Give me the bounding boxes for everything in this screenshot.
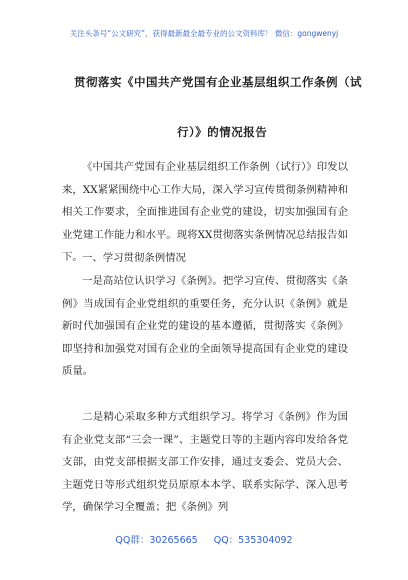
section-heading-text: 一、学习贯彻条例情况 — [82, 252, 186, 264]
paragraph-point-1 — [62, 270, 348, 383]
paragraph-intro-text: 《中国共产党国有企业基层组织工作条例（试行）》印发以来，XX紧紧围绕中心工作大局，深入学习宣传贯彻条例精神和相关工作要求，全面推进国有企业党的建设，切实加强国有企业党建工作能力和水平。现将XX贯彻落实条例情况总结报告如下。 — [62, 161, 348, 264]
paragraph-point-2-text: 二是精心采取多种方式组织学习。将学习《条例》作为国有企业党支部“三会一课”、主题党日等的主题内容印发给各党支部，由党支部根据支部工作安排，通过支委会、党员大会、主题党日等形式组织党员原原本本学、联系实际学、深入思考学，确保学习全覆盖；把《条例》列 — [62, 411, 348, 514]
paragraph-point-2 — [62, 406, 348, 519]
document-title-line-2: 行）》的情况报告 — [177, 125, 268, 139]
header-notice: 关注头条号“公文研究”，获得最新最全最专业的公文资料库！ 微信：gongwenyj — [69, 29, 339, 38]
document-title-line-1: 贯彻落实《中国共产党国有企业基层组织工作条例（试 — [74, 75, 362, 89]
footer-qq: QQ：535304092 — [213, 535, 293, 546]
section-heading — [62, 247, 348, 270]
paragraph-point-1-text: 一是高站位认识学习《条例》。把学习宣传、贯彻落实《条例》当成国有企业党组织的重要任务，充分认识《条例》就是新时代加强国有企业党的建设的基本遵循，贯彻落实《条例》即坚持和加强党对国有企业的全面领导提高国有企业党的建设质量。 — [62, 275, 348, 378]
footer-qq-group: QQ群：30265665 — [115, 535, 198, 546]
footer-contact — [0, 532, 408, 546]
